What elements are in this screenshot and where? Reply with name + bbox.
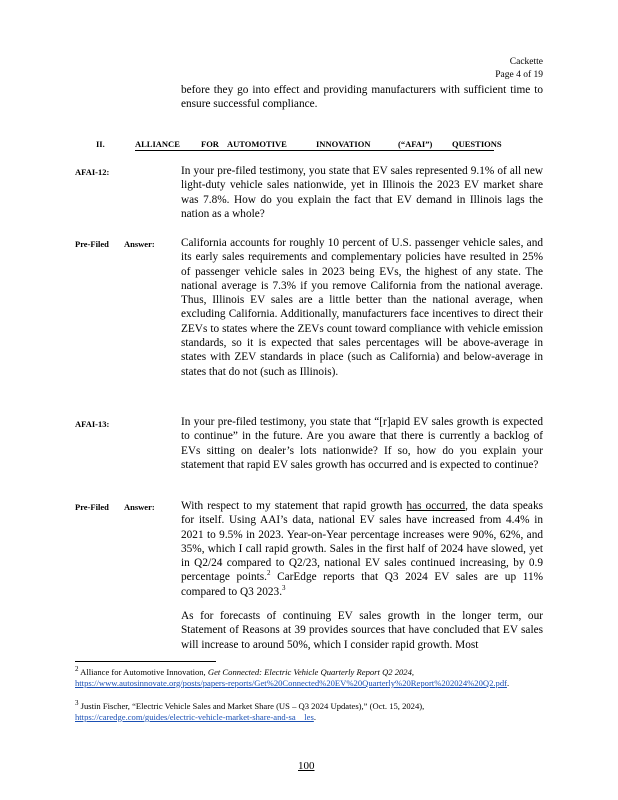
footnote-2 — [75, 667, 545, 689]
answer-13-part-c: CarEdge reports that Q3 2024 EV sales are up 11% compared to Q3 2023. — [181, 571, 544, 598]
footnote-3-url-end: . — [313, 711, 317, 722]
section-word-2: FOR — [201, 139, 219, 149]
section-word-3: AUTOMOTIVE — [227, 139, 287, 149]
footnote-3-number: 3 — [75, 699, 79, 708]
section-word-1: ALLIANCE — [135, 139, 180, 149]
answer-label-prefiled: Pre-Filed — [75, 239, 109, 249]
intro-paragraph: before they go into effect and providing manufacturers with sufficient time to ensure successful compliance. — [181, 84, 543, 111]
page-number: 100 — [298, 760, 315, 772]
footnote-3-link[interactable]: https://caredge.com/guides/electric-vehicle-market-share-and-sa les — [75, 711, 314, 722]
footnote-2-number: 2 — [75, 665, 79, 674]
footnote-3-text: Justin Fischer, “Electric Vehicle Sales and Market Share (US – Q3 2024 Updates),” (Oct. 15, 2024), — [78, 701, 425, 711]
footnote-2-text-a: Alliance for Automotive Innovation, — [78, 667, 208, 677]
answer-13-part-a: With respect to my statement that rapid growth — [181, 500, 407, 512]
question-text-afai-12: In your pre-filed testimony, you state that EV sales represented 9.1% of all new light-duty vehicle sales nationwide, yet in Illinois the 2023 EV market share was 7.8%. How do you explain the fact that EV demand in Illinois lags the nation as a whole? — [181, 165, 543, 220]
footnote-2-url-end: . — [507, 677, 510, 688]
footnote-2-text-b: , — [411, 667, 415, 677]
footnote-ref-3[interactable]: 3 — [282, 584, 286, 593]
answer-text-afai-13 — [181, 499, 543, 599]
footnote-ref-2[interactable]: 2 — [266, 569, 271, 578]
question-label-afai-12: AFAI-12: — [75, 167, 110, 177]
answer-label-answer: Answer: — [124, 239, 155, 249]
question-text-afai-13: In your pre-filed testimony, you state that “[r]apid EV sales growth is expected to continue” in the future. Are you aware that there is currently a backlog of EVs sitting on dealer’s lots nationwide? If so, how do you explain your statement that rapid EV sales growth has occurred and is expected to continue? — [181, 416, 543, 471]
answer-13-part-b: , the data speaks for itself. Using AAI’s data, national EV sales have increased from 4.4% in 2021 to 9.5% in 2023. Year-on-Year percentage increases were 90%, 62%, and 35%, which I call rapid growth. Sales in the first half of 2024 have slowed, yet in Q2/24 compared to Q2/23, national EV sales continued increasing, by 0.9 percentage points. — [181, 500, 543, 584]
answer-label-answer-2: Answer: — [124, 502, 155, 512]
header-name: Cackette — [509, 57, 543, 67]
section-number: II. — [96, 139, 105, 149]
section-word-5: (“AFAI”) — [398, 139, 433, 149]
footnote-2-link[interactable]: https://www.autosinnovate.org/posts/papers-reports/Get%20Connected%20EV%20Quarterly%20Report%202024%20Q2.pdf — [75, 677, 507, 688]
footnote-divider — [75, 661, 216, 662]
answer-label-prefiled-2: Pre-Filed — [75, 502, 109, 512]
header-page: Page 4 of 19 — [495, 70, 543, 80]
question-label-afai-13: AFAI-13: — [75, 419, 110, 429]
footnote-3 — [75, 701, 545, 723]
answer-text-afai-12: California accounts for roughly 10 percent of U.S. passenger vehicle sales, and its early sales requirements and complementary policies have resulted in 25% of passenger vehicle sales in 2023 being EVs, the highest of any state. The national average is 7.3% if you remove California from the national average. Thus, Illinois EV sales are a little better than the national average, when excluding California. Additionally, manufacturers face incentives to direct their ZEVs to states where the ZEVs count toward compliance with vehicle emission standards, so it is expected that sales percentages will be above-average in states with ZEV standards in place (such as California) and below-average in states that do not (such as Illinois). — [181, 237, 543, 378]
answer-13-underlined: has occurred — [406, 500, 466, 512]
section-word-6: QUESTIONS — [452, 139, 502, 149]
footnote-2-title: Get Connected: Electric Vehicle Quarterly Report Q2 2024 — [207, 667, 412, 677]
answer-13-continuation: As for forecasts of continuing EV sales growth in the longer term, our Statement of Reasons at 39 provides sources that have concluded that EV sales will increase to around 50%, which I consider rapid growth. Most — [181, 610, 543, 651]
section-underline — [135, 150, 494, 151]
section-word-4: INNOVATION — [316, 139, 371, 149]
